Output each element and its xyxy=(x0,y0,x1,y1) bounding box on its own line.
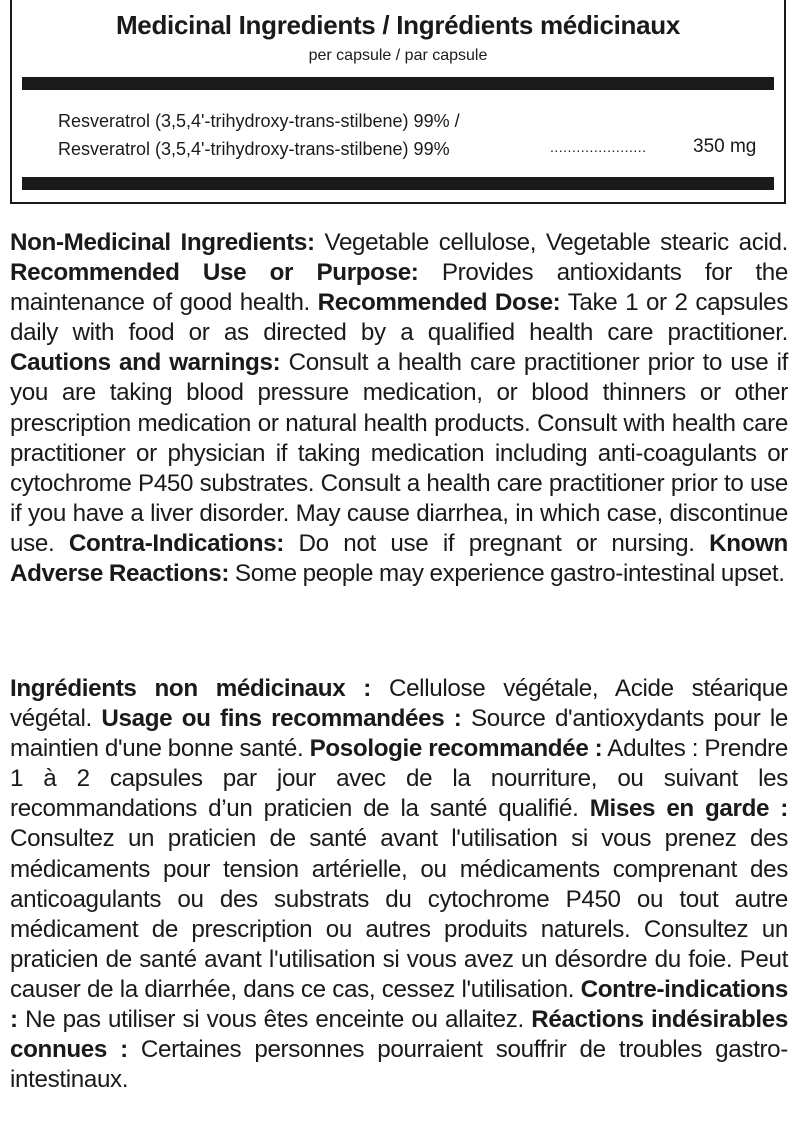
divider-bar-bottom xyxy=(22,177,774,190)
dose-text: Take 1 or 2 capsules daily with food or as directed by a qualified health care practitioner. xyxy=(10,289,789,347)
ingredient-line-english: Resveratrol (3,5,4'-trihydroxy-trans-stilbene) 99% / xyxy=(58,111,460,131)
dose-text-fr: Adultes : Prendre 1 à 2 capsules par jour avec de la nourriture, ou suivant les recommandations d’un praticien de la santé qualifié. xyxy=(10,735,788,823)
use-label: Recommended Use or Purpose: xyxy=(10,259,419,287)
nonmed-label-fr: Ingrédients non médicinaux : xyxy=(10,675,371,702)
contra-text-fr: Ne pas utiliser si vous êtes enceinte ou allaitez. xyxy=(17,1006,532,1034)
cautions-label-fr: Mises en garde : xyxy=(589,795,788,823)
medicinal-ingredients-box xyxy=(10,0,786,204)
adverse-label: Known Adverse Reactions: xyxy=(10,529,788,588)
contra-label-fr: Contre-indications : xyxy=(10,975,788,1034)
ingredient-line-french: Resveratrol (3,5,4'-trihydroxy-trans-stilbene) 99% xyxy=(58,139,450,159)
adverse-text-fr: Certaines personnes pourraient souffrir de troubles gastro-intestinaux. xyxy=(10,1036,788,1094)
leader-dots: ...................... xyxy=(550,139,647,155)
adverse-label-fr: Réactions indésirables connues : xyxy=(10,1006,788,1064)
contra-label: Contra-Indications: xyxy=(68,529,284,557)
nonmed-text: Vegetable cellulose, Vegetable stearic acid. xyxy=(314,229,788,256)
divider-bar-top xyxy=(22,77,774,90)
contra-text: Do not use if pregnant or nursing. xyxy=(283,529,710,557)
french-paragraph xyxy=(10,674,788,1095)
ingredient-amount: 350 mg xyxy=(693,136,757,157)
nonmed-label: Non-Medicinal Ingredients: xyxy=(10,229,315,256)
dose-label-fr: Posologie recommandée : xyxy=(309,735,603,763)
dose-label: Recommended Dose: xyxy=(317,289,561,317)
use-text: Provides antioxidants for the maintenance of good health. xyxy=(10,259,788,317)
english-paragraph xyxy=(10,228,788,589)
use-label-fr: Usage ou fins recommandées : xyxy=(101,705,462,733)
cautions-label: Cautions and warnings: xyxy=(10,349,281,377)
nonmed-text-fr: Cellulose végétale, Acide stéarique végétal. xyxy=(10,675,788,733)
cautions-text-fr: Consultez un praticien de santé avant l'utilisation si vous prenez des médicaments pour tension artérielle, ou médicaments comprenant des anticoagulants ou des substrats du cytochrome P450 ou tout autre médicament de prescription ou autres produits naturels. Consultez un praticien de santé avant l'utilisation si vous avez un désordre du foie. Peut causer de la diarrhée, dans ce cas, cessez l'utilisation. xyxy=(10,825,788,1003)
use-text-fr: Source d'antioxydants pour le maintien d'une bonne santé. xyxy=(10,705,788,763)
cautions-text: Consult a health care practitioner prior to use if you are taking blood pressure medication, or blood thinners or other prescription medication or natural health products. Consult with health care practitioner or physician if taking medication including anti-coagulants or cytochrome P450 substrates. Consult a health care practitioner prior to use if you have a liver disorder. May cause diarrhea, in which case, discontinue use. xyxy=(10,349,788,557)
ingredients-box-title: Medicinal Ingredients / Ingrédients médicinaux xyxy=(115,10,681,40)
adverse-text: Some people may experience gastro-intestinal upset. xyxy=(229,560,785,588)
ingredients-box-subtitle: per capsule / par capsule xyxy=(308,47,488,64)
